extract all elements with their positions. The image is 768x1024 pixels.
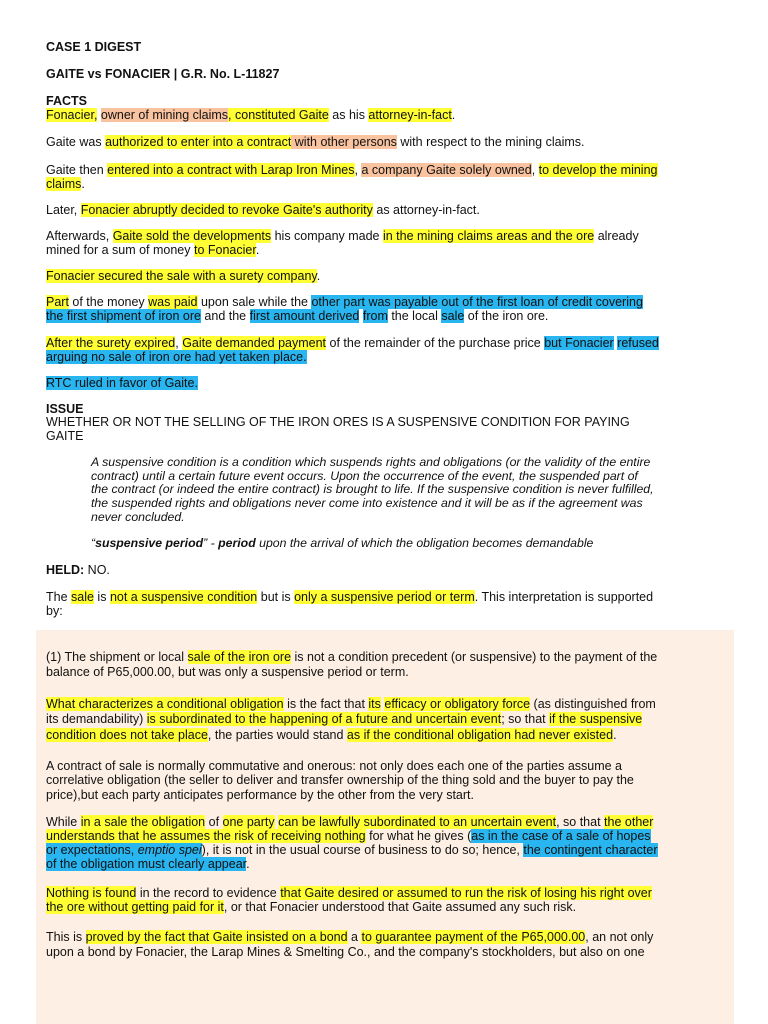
held-paragraph-6: Nothing is found in the record to evidence that Gaite desired or assumed to run the risk of losing his right over	[46, 886, 652, 900]
held-paragraph-4-cont: correlative obligation (the seller to deliver and transfer ownership of the thing sold and the buyer to pay the	[46, 773, 634, 787]
definition-line-2: contract) until a certain future event occurs. Upon the occurrence of the event, the suspended part of	[91, 469, 638, 483]
case-label: CASE 1 DIGEST	[46, 40, 142, 54]
held-paragraph-4-cont2: price),but each party anticipates performance by the other from the very start.	[46, 788, 474, 802]
definition-line-3: the contract (or indeed the entire contract) is brought to life. If the suspensive condition is never fulfilled,	[91, 482, 654, 496]
held-paragraph-2-cont: balance of P65,000.00, but was only a suspensive period or term.	[46, 665, 409, 679]
fact-1: Fonacier, owner of mining claims, constituted Gaite as his attorney-in-fact.	[46, 108, 456, 122]
fact-7-cont: the first shipment of iron ore and the first amount derived from the local sale of the iron ore.	[46, 309, 549, 323]
held-paragraph-3: What characterizes a conditional obligation is the fact that its efficacy or obligatory force (as distinguished from	[46, 697, 656, 711]
facts-heading: FACTS	[46, 94, 87, 108]
fact-7: Part of the money was paid upon sale while the other part was payable out of the first loan of credit covering	[46, 295, 643, 309]
fact-8: After the surety expired, Gaite demanded payment of the remainder of the purchase price but Fonacier refused	[46, 336, 659, 350]
issue-line-2: GAITE	[46, 429, 84, 443]
fact-3-cont: claims.	[46, 177, 85, 191]
held-paragraph-7-cont: upon a bond by Fonacier, the Larap Mines & Smelting Co., and the company's stockholders, but also on one	[46, 945, 645, 959]
fact-5: Afterwards, Gaite sold the developments his company made in the mining claims areas and the ore already	[46, 229, 639, 243]
suspensive-period-definition: “suspensive period” - period upon the arrival of which the obligation becomes demandable	[91, 536, 594, 550]
held-paragraph-2: (1) The shipment or local sale of the iron ore is not a condition precedent (or suspensive) to the payment of the	[46, 650, 658, 664]
held-paragraph-3-cont: its demandability) is subordinated to the happening of a future and uncertain event; so that if the suspensive	[46, 712, 643, 726]
fact-9: RTC ruled in favor of Gaite.	[46, 376, 198, 390]
definition-line-5: never concluded.	[91, 510, 185, 524]
held-paragraph-1-cont: by:	[46, 604, 63, 618]
issue-heading: ISSUE	[46, 402, 84, 416]
held-paragraph-1: The sale is not a suspensive condition but is only a suspensive period or term. This interpretation is supported	[46, 590, 654, 604]
fact-3: Gaite then entered into a contract with Larap Iron Mines, a company Gaite solely owned, to develop the mining	[46, 163, 658, 177]
held-paragraph-6-cont: the ore without getting paid for it, or that Fonacier understood that Gaite assumed any such risk.	[46, 900, 577, 914]
issue-line-1: WHETHER OR NOT THE SELLING OF THE IRON ORES IS A SUSPENSIVE CONDITION FOR PAYING	[46, 415, 630, 429]
held-paragraph-5-cont2: or expectations, emptio spei), it is not in the usual course of business to do so; hence, the contingent character	[46, 843, 658, 857]
held-paragraph-4: A contract of sale is normally commutative and onerous: not only does each one of the parties assume a	[46, 759, 623, 773]
held-paragraph-3-cont2: condition does not take place, the parties would stand as if the conditional obligation had never existed.	[46, 728, 617, 742]
held-paragraph-5-cont: understands that he assumes the risk of receiving nothing for what he gives (as in the case of a sale of hopes	[46, 829, 651, 843]
held-line: HELD: NO.	[46, 563, 110, 577]
fact-2: Gaite was authorized to enter into a contract with other persons with respect to the mining claims.	[46, 135, 585, 149]
held-paragraph-5: While in a sale the obligation of one party can be lawfully subordinated to an uncertain event, so that the other	[46, 815, 654, 829]
definition-line-1: A suspensive condition is a condition which suspends rights and obligations (or the validity of the entire	[91, 455, 651, 469]
fact-8-cont: arguing no sale of iron ore had yet taken place.	[46, 350, 307, 364]
fact-5-cont: mined for a sum of money to Fonacier.	[46, 243, 260, 257]
fact-4: Later, Fonacier abruptly decided to revoke Gaite's authority as attorney-in-fact.	[46, 203, 480, 217]
definition-line-4: the suspended rights and obligations never come into existence and it will be as if the agreement was	[91, 496, 643, 510]
held-paragraph-5-cont3: of the obligation must clearly appear.	[46, 857, 250, 871]
held-paragraph-7: This is proved by the fact that Gaite insisted on a bond a to guarantee payment of the P65,000.00, an not only	[46, 930, 654, 944]
fact-6: Fonacier secured the sale with a surety company.	[46, 269, 321, 283]
case-title: GAITE vs FONACIER | G.R. No. L-11827	[46, 67, 280, 81]
